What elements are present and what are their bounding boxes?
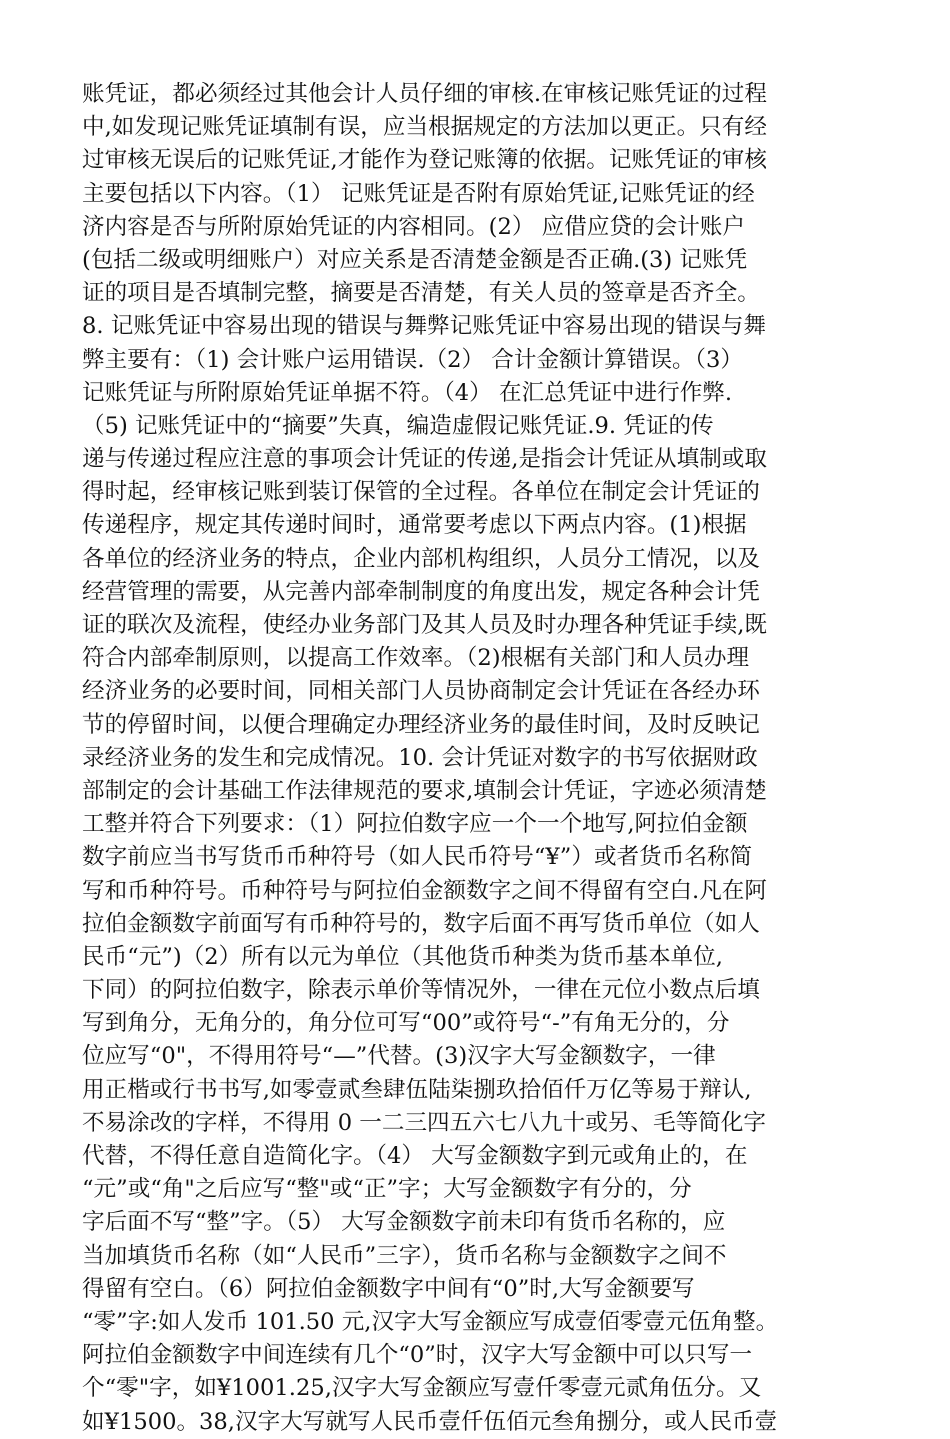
text-line: 不易涂改的字样，不得用 0 一二三四五六七八九十或另、毛等简化字 xyxy=(82,1109,766,1136)
text-line: 传递程序，规定其传递时间时，通常要考虑以下两点内容。(1)根据 xyxy=(82,512,747,539)
text-line: 数字前应当书写货币币种符号（如人民币符号“¥”）或者货币名称简 xyxy=(82,844,753,871)
text-line: 过审核无误后的记账凭证,才能作为登记账簿的依据。记账凭证的审核 xyxy=(82,147,767,174)
text-line: 证的项目是否填制完整，摘要是否清楚，有关人员的签章是否齐全。 xyxy=(82,280,760,307)
text-line: 拉伯金额数字前面写有币种符号的，数字后面不再写货币单位（如人 xyxy=(82,910,760,937)
text-line: 证的联次及流程，使经办业务部门及其人员及时办理各种凭证手续,既 xyxy=(82,612,767,638)
text-line: 各单位的经济业务的特点，企业内部机构组织，人员分工情况，以及 xyxy=(82,545,760,572)
text-line: 得时起，经审核记账到装订保管的全过程。各单位在制定会计凭证的 xyxy=(82,479,760,506)
text-line: 当加填货币名称（如“人民币”三字），货币名称与金额数字之间不 xyxy=(82,1242,727,1269)
document-body xyxy=(82,78,882,1439)
text-line: 录经济业务的发生和完成情况。10. 会计凭证对数字的书写依据财政 xyxy=(82,744,758,771)
text-line: 阿拉伯金额数字中间连续有几个“0”时，汉字大写金额中可以只写一 xyxy=(82,1342,753,1369)
text-line: 符合内部牵制原则，以提高工作效率。（2)根椐有关部门和人员办理 xyxy=(82,645,750,672)
text-line: (包括二级或明细账户）对应关系是否清楚金额是否正确.(3) 记账凭 xyxy=(82,246,748,273)
text-line: 位应写“0"，不得用符号“—”代替。(3)汉字大写金额数字，一律 xyxy=(82,1043,716,1070)
text-line: 济内容是否与所附原始凭证的内容相同。(2） 应借应贷的会计账户 xyxy=(82,213,745,240)
text-line: 经济业务的必要时间，同相关部门人员协商制定会计凭证在各经办环 xyxy=(82,678,760,705)
text-line: 经营管理的需要，从完善内部牵制制度的角度出发，规定各种会计凭 xyxy=(82,578,760,605)
text-line: 写和币种符号。币种符号与阿拉伯金额数字之间不得留有空白.凡在阿 xyxy=(82,877,767,904)
text-line: 字后面不写“整”字。（5） 大写金额数字前未印有货币名称的，应 xyxy=(82,1209,726,1236)
text-line: 个“零"字，如¥1001.25,汉字大写金额应写壹仟零壹元贰角伍分。又 xyxy=(82,1375,762,1402)
text-line: 得留有空白。（6）阿拉伯金额数字中间有“0”时,大写金额要写 xyxy=(82,1275,695,1302)
text-line: “零”字:如人发币 101.50 元,汉字大写金额应写成壹佰零壹元伍角整。 xyxy=(82,1308,779,1335)
text-line: 中,如发现记账凭证填制有误，应当根据规定的方法加以更正。只有经 xyxy=(82,114,767,141)
text-line: “元”或“角"之后应写“整"或“正”字；大写金额数字有分的，分 xyxy=(82,1176,692,1203)
text-line: 民币“元”)（2）所有以元为单位（其他货币种类为货币基本单位, xyxy=(82,943,723,970)
text-line: 账凭证，都必须经过其他会计人员仔细的审核.在审核记账凭证的过程 xyxy=(82,81,767,107)
text-line: 8. 记账凭证中容易出现的错误与舞弊记账凭证中容易出现的错误与舞 xyxy=(82,313,766,340)
text-line: 如¥1500。38,汉字大写就写人民币壹仟伍佰元叁角捌分，或人民币壹 xyxy=(82,1408,778,1435)
text-line: （5) 记账凭证中的“摘要”失真，编造虚假记账凭证.9. 凭证的传 xyxy=(82,412,714,439)
text-line: 写到角分，无角分的，角分位可写“00”或符号“-”有角无分的，分 xyxy=(82,1010,730,1037)
text-line: 用正楷或行书书写,如零壹贰叁肆伍陆柒捌玖拾佰仟万亿等易于辩认, xyxy=(82,1076,752,1103)
text-line: 主要包括以下内容。（1） 记账凭证是否附有原始凭证,记账凭证的经 xyxy=(82,180,755,207)
text-line: 部制定的会计基础工作法律规范的要求,填制会计凭证，字迹必须清楚 xyxy=(82,777,767,804)
text-line: 弊主要有：（1) 会计账户运用错误.（2） 合计金额计算错误。（3） xyxy=(82,346,743,373)
text-line: 下同）的阿拉伯数字，除表示单价等情况外，一律在元位小数点后填 xyxy=(82,977,760,1004)
text-line: 代替，不得任意自造简化字。（4） 大写金额数字到元或角止的，在 xyxy=(82,1143,748,1169)
text-line: 工整并符合下列要求：（1）阿拉伯数字应一个一个地写,阿拉伯金额 xyxy=(82,811,748,838)
text-line: 记账凭证与所附原始凭证单据不符。（4） 在汇总凭证中进行作弊. xyxy=(82,379,733,406)
text-line: 节的停留时间，以便合理确定办理经济业务的最佳时间，及时反映记 xyxy=(82,711,760,738)
text-line: 递与传递过程应注意的事项会计凭证的传递,是指会计凭证从填制或取 xyxy=(82,446,767,473)
